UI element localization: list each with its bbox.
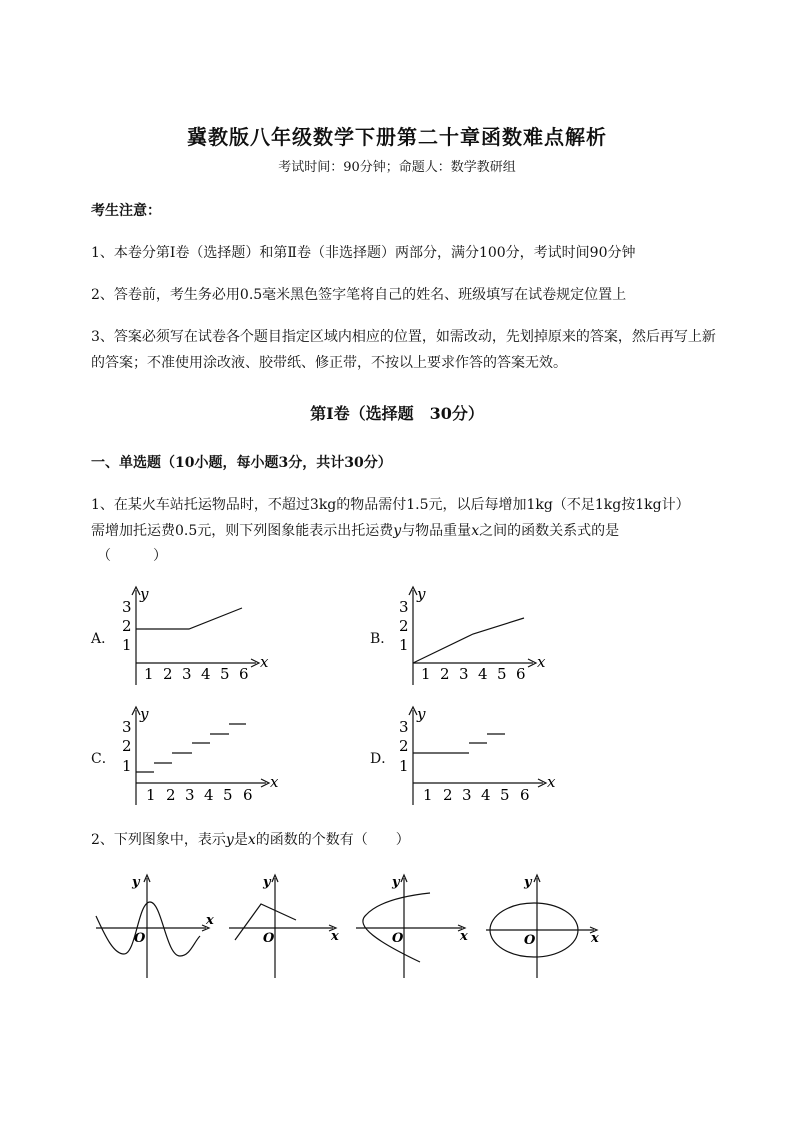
y-tick-2: 2 [122, 737, 132, 755]
graph-b [385, 585, 555, 690]
x-axis-label: x [270, 773, 278, 791]
exam-info: 考试时间：90分钟；命题人：数学教研组 [278, 160, 516, 175]
y-axis-label: y [263, 875, 271, 890]
x-tick-2: 2 [440, 665, 450, 683]
q1-var-y: y [393, 523, 402, 539]
graph-d [385, 705, 560, 810]
q2-graph-2 [225, 870, 350, 985]
x-axis-label: x [591, 931, 599, 946]
y-axis-label: y [417, 705, 426, 723]
y-axis-label: y [417, 585, 426, 603]
q2-graph-4 [482, 870, 607, 985]
origin-label: O [263, 931, 275, 946]
q1-text-b: 与物品重量 [401, 523, 472, 539]
y-tick-2: 2 [122, 617, 132, 635]
y-tick-1: 1 [399, 757, 409, 775]
x-tick-3: 3 [182, 665, 192, 683]
y-axis-label: y [392, 875, 400, 890]
part-title: 一、单选题（10小题，每小题3分，共计30分） [91, 455, 392, 471]
x-tick-4: 4 [481, 786, 491, 804]
option-b-label: B． [370, 631, 395, 647]
y-tick-1: 1 [122, 636, 132, 654]
notice-heading: 考生注意： [91, 203, 161, 219]
notice-item-1: 1、本卷分第I卷（选择题）和第Ⅱ卷（非选择题）两部分，满分100分，考试时间90分钟 [91, 245, 636, 261]
q2-text-b: 是 [233, 832, 248, 848]
graph-b-line [413, 618, 524, 663]
y-tick-3: 3 [399, 718, 409, 736]
option-d-label: D． [370, 751, 396, 767]
x-tick-6: 6 [520, 786, 530, 804]
x-tick-1: 1 [421, 665, 431, 683]
x-axis-label: x [331, 929, 339, 944]
notice-item-3: 3、答案必须写在试卷各个题目指定区域内相应的位置，如需改动，先划掉原来的答案，然后再写上新 [91, 329, 716, 345]
x-tick-2: 2 [166, 786, 176, 804]
y-tick-2: 2 [399, 617, 409, 635]
q1-text-line2 [91, 520, 619, 540]
x-tick-6: 6 [239, 665, 249, 683]
graph-a [108, 585, 278, 690]
x-tick-4: 4 [201, 665, 211, 683]
y-axis-label: y [140, 705, 149, 723]
y-axis-label: y [140, 585, 149, 603]
x-axis-label: x [260, 653, 269, 671]
q2-text-a: 2、下列图象中，表示 [91, 832, 226, 848]
y-axis-label: y [132, 875, 140, 890]
y-tick-3: 3 [122, 598, 132, 616]
x-tick-6: 6 [243, 786, 253, 804]
y-tick-3: 3 [399, 598, 409, 616]
notice-item-3-cont: 的答案；不准使用涂改液、胶带纸、修正带，不按以上要求作答的答案无效。 [91, 355, 567, 371]
option-a-label: A． [91, 631, 116, 647]
x-tick-3: 3 [459, 665, 469, 683]
q2-text-c: 的函数的个数有（ ） [255, 832, 410, 848]
x-axis-label: x [537, 653, 546, 671]
x-tick-1: 1 [423, 786, 433, 804]
y-axis-label: y [524, 875, 532, 890]
q2-curve-1 [96, 902, 200, 956]
q2-var-y: y [225, 832, 234, 848]
x-axis-label: x [547, 773, 556, 791]
x-tick-4: 4 [478, 665, 488, 683]
notice-item-2: 2、答卷前，考生务必用0.5毫米黑色签字笔将自己的姓名、班级填写在试卷规定位置上 [91, 287, 627, 303]
q2-graph-1 [92, 870, 224, 985]
q2-var-x: x [247, 832, 256, 848]
page-title: 冀教版八年级数学下册第二十章函数难点解析 [187, 125, 607, 149]
x-tick-4: 4 [204, 786, 214, 804]
x-tick-5: 5 [220, 665, 230, 683]
x-tick-5: 5 [223, 786, 233, 804]
x-tick-5: 5 [497, 665, 507, 683]
q1-text-c: 之间的函数关系式的是 [479, 523, 620, 539]
y-tick-2: 2 [399, 737, 409, 755]
graph-a-line [136, 608, 242, 629]
origin-label: O [134, 931, 146, 946]
x-tick-5: 5 [500, 786, 510, 804]
option-c-label: C． [91, 751, 116, 767]
graph-c [108, 705, 278, 810]
x-axis-label: x [206, 913, 214, 928]
q2-graph-3 [352, 870, 477, 985]
x-axis-label: x [460, 929, 468, 944]
y-tick-3: 3 [122, 718, 132, 736]
y-tick-1: 1 [122, 757, 132, 775]
x-tick-2: 2 [163, 665, 173, 683]
q1-answer-blank: （ ） [97, 548, 167, 564]
q2-text [91, 829, 410, 849]
q1-var-x: x [471, 523, 480, 539]
origin-label: O [524, 933, 536, 948]
x-tick-6: 6 [516, 665, 526, 683]
x-tick-2: 2 [443, 786, 453, 804]
x-tick-1: 1 [144, 665, 154, 683]
q1-text-a: 需增加托运费0.5元，则下列图象能表示出托运费 [91, 523, 394, 539]
section-title: 第I卷（选择题 30分） [310, 404, 484, 423]
q1-text-line1: 1、在某火车站托运物品时，不超过3kg的物品需付1.5元，以后每增加1kg（不足1kg按1kg计） [91, 497, 690, 513]
origin-label: O [392, 931, 404, 946]
x-tick-1: 1 [146, 786, 156, 804]
y-tick-1: 1 [399, 636, 409, 654]
x-tick-3: 3 [185, 786, 195, 804]
x-tick-3: 3 [462, 786, 472, 804]
